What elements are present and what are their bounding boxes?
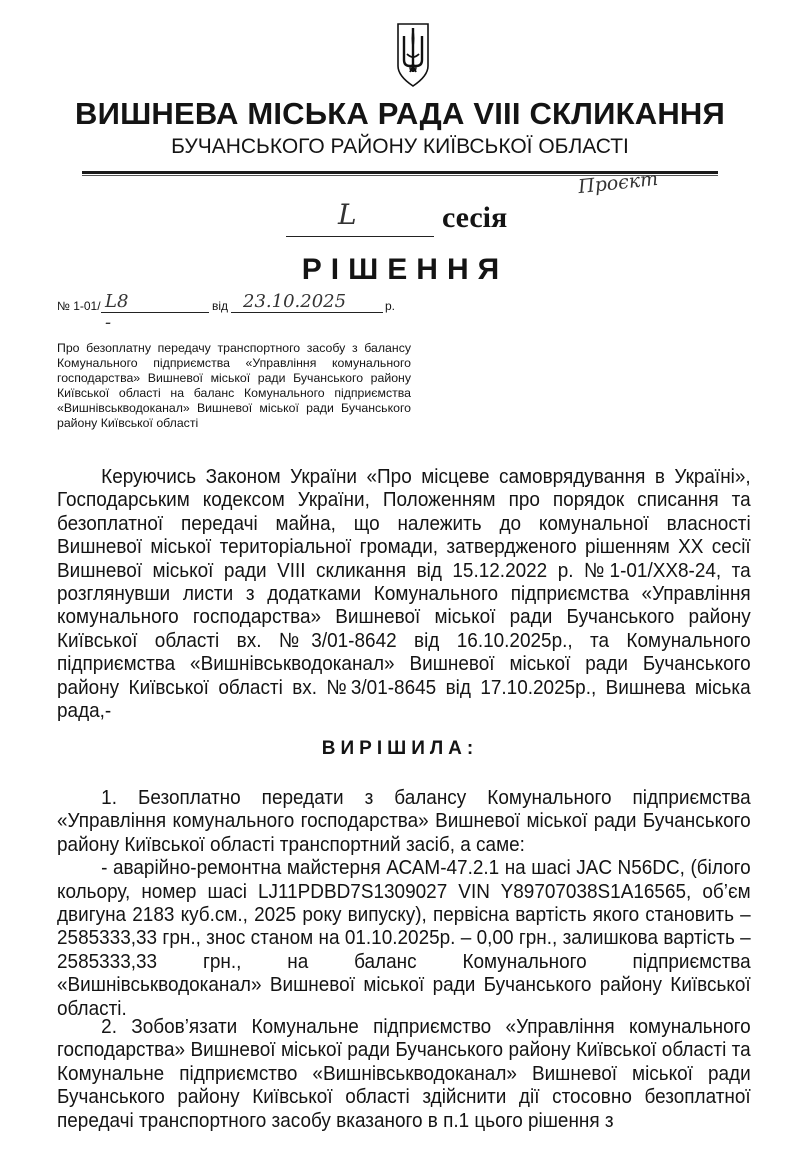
date-prefix: від [212,299,229,313]
council-subtitle: БУЧАНСЬКОГО РАЙОНУ КИЇВСЬКОЇ ОБЛАСТІ [171,135,629,158]
preamble-text: Керуючись Законом України «Про місцеве самоврядування в Україні», Господарським кодексом України, Положенням про порядок списання та безоплатної передачі майна, що належить до комунальної власності Вишневої міської територіальної громади, затвердженого рішенням XX сесії Вишневої міської ради VIII скликання від 15.12.2022 р. №1-01/XX8-24, та розглянувши листи з додатками Комунального підприємства «Управління комунального господарства» Вишневої міської ради Бучанського району Київської області вх. №3/01-8642 від 16.10.2025р., та Комунального підприємства «Вишнівськводоканал» Вишневої міської ради Бучанського району Київської області вх. №3/01-8645 від 17.10.2025р., Вишнева міська рада,- [57,465,751,723]
resolved-heading: ВИРІШИЛА: [321,738,479,759]
date-suffix: р. [385,299,396,313]
decision-number-prefix: № 1-01/ [57,299,101,313]
draft-handwritten-mark: Проєкт [577,167,660,199]
session-label: сесія [442,201,508,234]
decision-title: РІШЕННЯ [301,253,509,286]
resolution-item-1 [57,786,751,1020]
session-number-handwritten: L [338,198,357,231]
resolution-item-text: 2. Зобов’язати Комунальне підприємство «Управління комунального господарства» Вишневої міської ради Бучанського району Київської області та Комунальне підприємство «Вишнівськводоканал» Вишневої міської ради Бучанського району Київської області здійснити дії стосовно безоплатної передачі транспортного засобу вказаного в п.1 цього рішення з [57,1015,751,1132]
date-handwritten: 23.10.2025 [243,291,347,312]
decision-subject: Про безоплатну передачу транспортного засобу з балансу Комунального підприємства «Управління комунального господарства» Вишневої міської ради Бучанського району Київської області на баланс Комунального підприємства «Вишнівськводоканал» Вишневої міської ради Бучанського району Київської області [57,341,411,430]
date-underline [231,312,383,313]
preamble [57,465,751,722]
council-name: ВИШНЕВА МІСЬКА РАДА VIII СКЛИКАННЯ [75,96,725,131]
resolution-item-text: 1. Безоплатно передати з балансу Комунального підприємства «Управління комунального господарства» Вишневої міської ради Бучанського району Київської області транспортний засіб, а саме: [57,786,751,856]
session-number-underline [286,236,434,237]
resolution-item-subpoint: - аварійно-ремонтна майстерня АСАМ-47.2.1 на шасі JAC N56DC, (білого кольору, номер шасі LJ11PDBD7S1309027 VIN Y89707038S1A16565, об’єм двигуна 2183 куб.см., 2025 року випуску), первісна вартість якого становить – 2585333,33 грн., знос станом на 01.10.2025р. – 0,00 грн., залишкова вартість – 2585333,33 грн., на баланс Комунального підприємства «Вишнівськводоканал» Вишневої міської ради Бучанського району Київської області. [57,856,751,1020]
trident-coat-of-arms-icon [396,10,430,88]
resolution-item-2 [57,1015,751,1132]
decision-number-handwritten: L8 - [105,291,129,333]
